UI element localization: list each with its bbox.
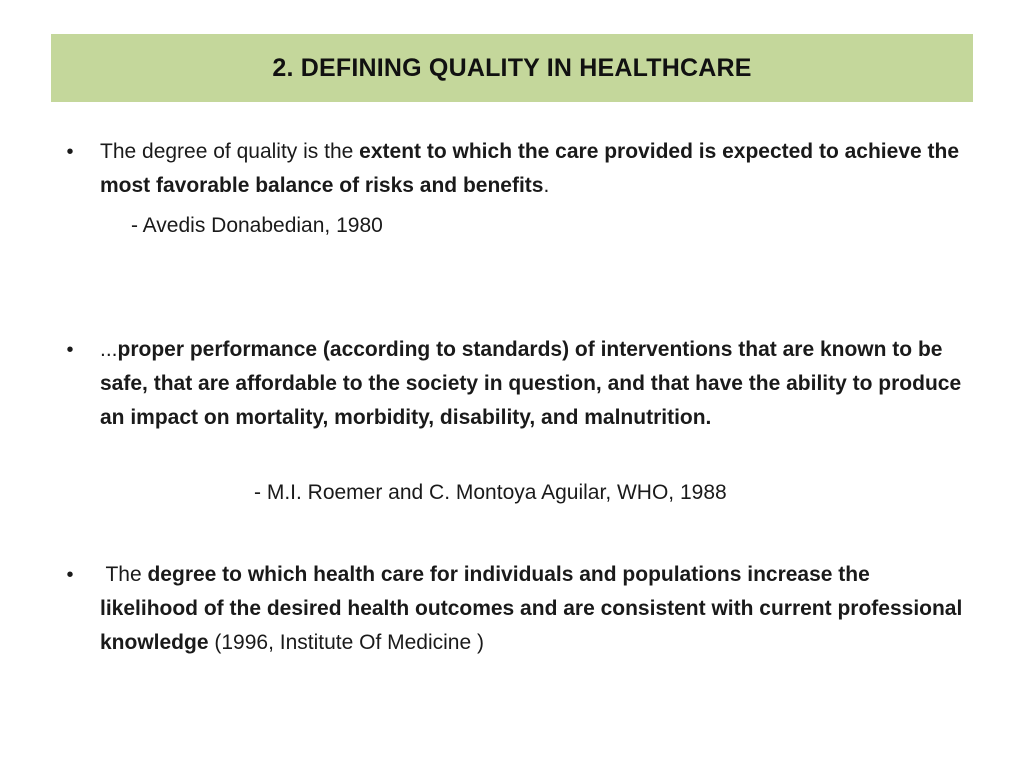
- bullet-emphasis-text: degree to which health care for individuals and populations increase the likelihood of the desired health outcomes and are consistent with current professional knowledge: [100, 563, 963, 654]
- bullet-tail-text: .: [543, 174, 550, 197]
- bullet-emphasis-text: extent to which the care provided is expected to achieve the most favorable balance of risks and benefits: [100, 140, 960, 197]
- bullet-item-donabedian: [66, 135, 970, 203]
- bullet-lead-text: ...: [100, 338, 118, 361]
- slide-title: 2. DEFINING QUALITY IN HEALTHCARE: [272, 53, 752, 82]
- attribution-donabedian: - Avedis Donabedian, 1980: [131, 214, 383, 237]
- bullet-item-who: [66, 333, 970, 435]
- bullet-dot-icon: •: [66, 141, 74, 163]
- bullet-lead-text: The degree of quality is the: [100, 140, 360, 163]
- bullet-emphasis-text: proper performance (according to standards) of interventions that are known to be safe, that are affordable to the society in question, and that have the ability to produce an impact on mortality, morbidity, disability, and malnutrition.: [100, 338, 962, 429]
- bullet-item-iom: [66, 558, 970, 660]
- bullet-dot-icon: •: [66, 339, 74, 361]
- bullet-lead-text: The: [100, 563, 148, 586]
- bullet-tail-text: (1996, Institute Of Medicine ): [208, 631, 484, 654]
- bullet-dot-icon: •: [66, 564, 74, 586]
- attribution-who: - M.I. Roemer and C. Montoya Aguilar, WHO, 1988: [254, 481, 727, 504]
